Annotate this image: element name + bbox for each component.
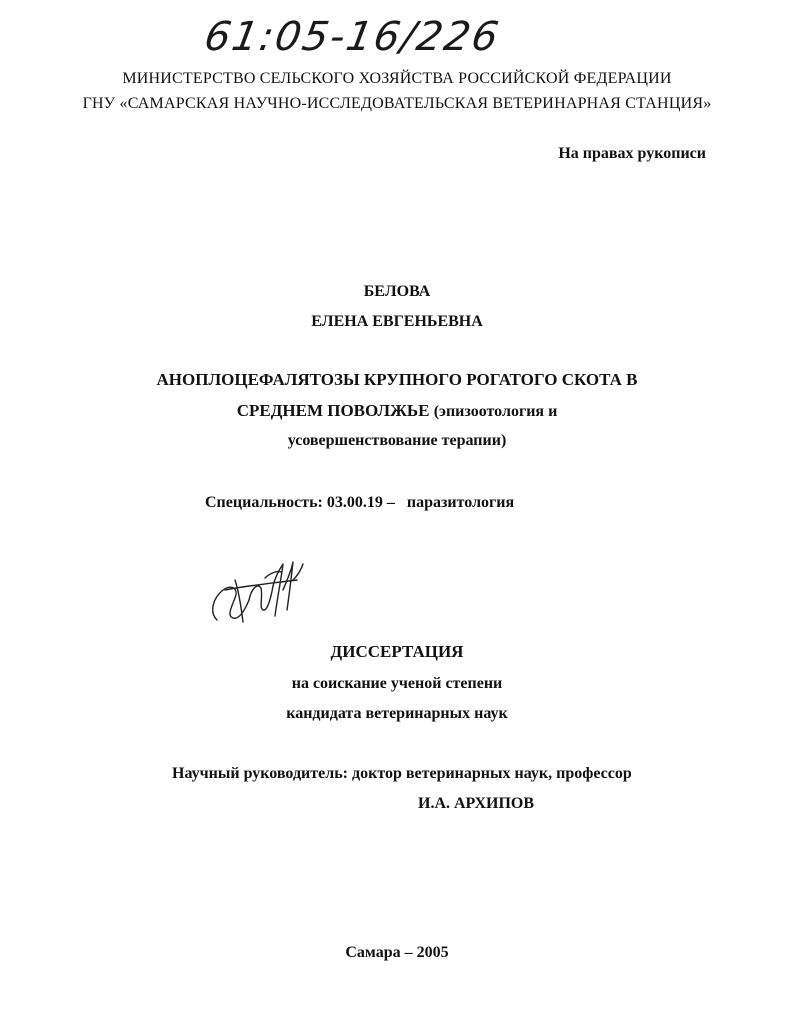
thesis-type: ДИССЕРТАЦИЯ (330, 642, 464, 661)
archive-number: 61:05-16/226 (200, 14, 504, 60)
specialty-name: паразитология (406, 494, 515, 511)
author-surname: БЕЛОВА (363, 283, 431, 300)
specialty-line (205, 494, 514, 512)
title-subtitle-start: (эпизоотология и (433, 403, 558, 420)
signature-icon (205, 550, 315, 630)
place-year: Самара – 2005 (345, 944, 449, 961)
supervisor-name: И.А. АРХИПОВ (418, 795, 535, 812)
author-name: ЕЛЕНА ЕВГЕНЬЕВНА (311, 313, 483, 330)
specialty-code: 03.00.19 – (326, 494, 395, 511)
title-line-1: АНОПЛОЦЕФАЛЯТОЗЫ КРУПНОГО РОГАТОГО СКОТА В (156, 370, 638, 389)
supervisor-credentials: доктор ветеринарных наук, профессор (352, 765, 632, 782)
rights-note: На правах рукописи (558, 145, 706, 162)
title-region: СРЕДНЕМ ПОВОЛЖЬЕ (236, 401, 430, 420)
title-line-2 (0, 401, 794, 421)
supervisor-label: Научный руководитель: (172, 765, 348, 782)
ministry-name: МИНИСТЕРСТВО СЕЛЬСКОГО ХОЗЯЙСТВА РОССИЙСКОЙ ФЕДЕРАЦИИ (122, 70, 672, 87)
signature (205, 550, 315, 635)
thesis-degree: кандидата ветеринарных наук (286, 705, 508, 722)
specialty-label: Специальность: (205, 494, 323, 511)
supervisor-line (172, 765, 632, 783)
institution-name: ГНУ «САМАРСКАЯ НАУЧНО-ИССЛЕДОВАТЕЛЬСКАЯ ВЕТЕРИНАРНАЯ СТАНЦИЯ» (82, 95, 712, 112)
title-line-3: усовершенствование терапии) (287, 432, 507, 449)
thesis-purpose: на соискание ученой степени (291, 675, 503, 692)
